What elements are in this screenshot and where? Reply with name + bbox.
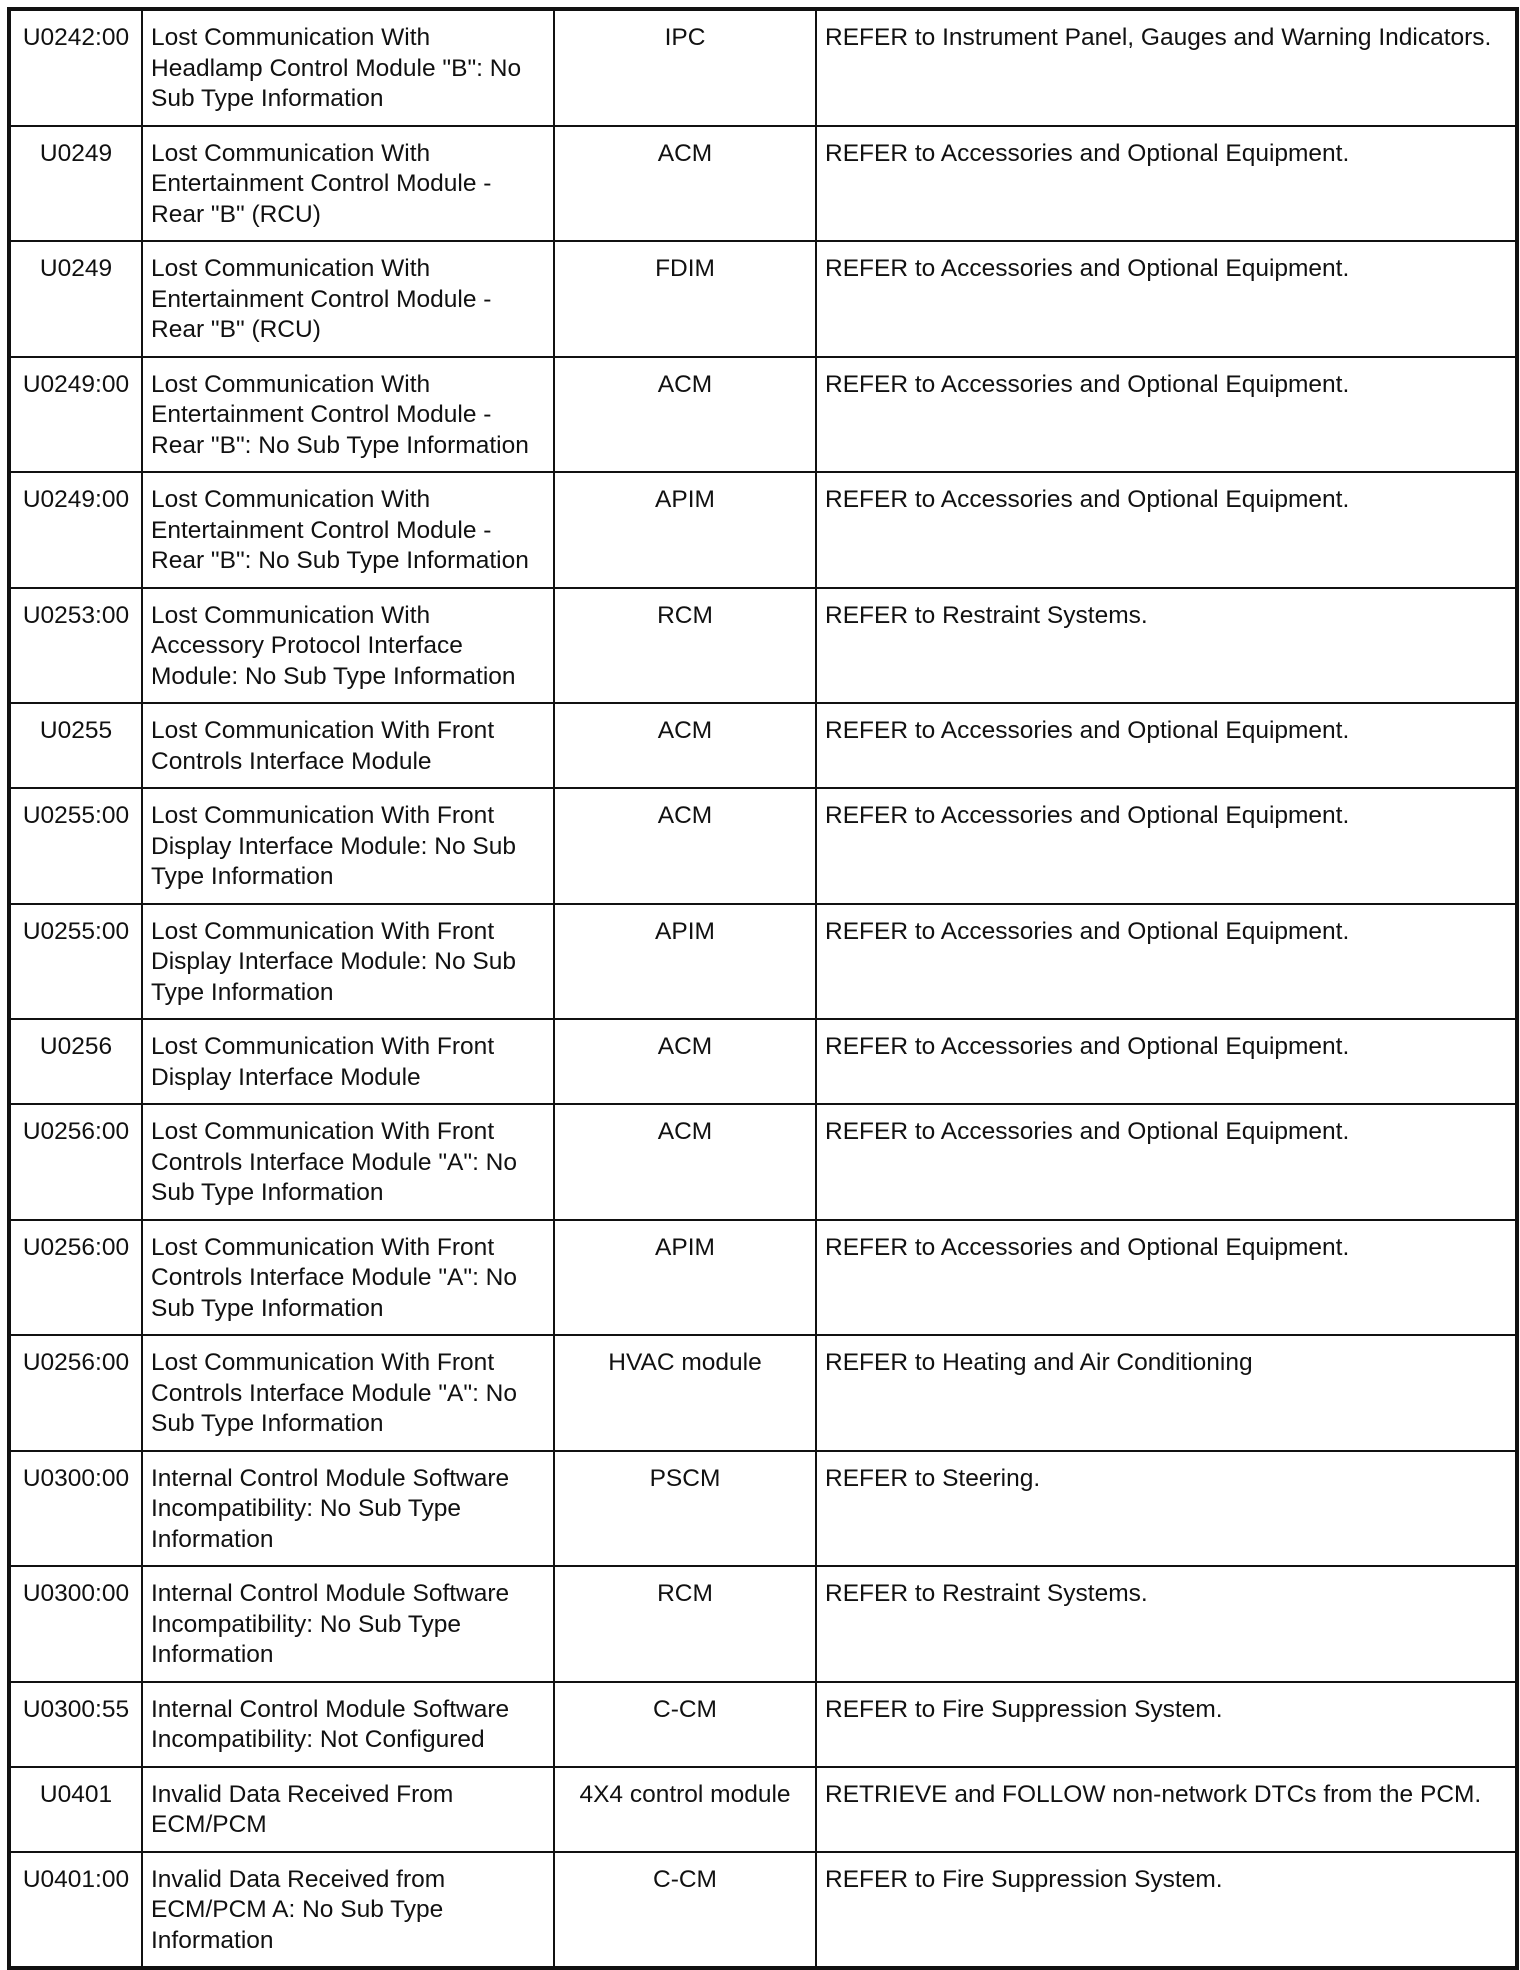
dtc-action: REFER to Accessories and Optional Equipment.	[816, 126, 1517, 242]
dtc-module: IPC	[554, 9, 816, 126]
dtc-module: APIM	[554, 1220, 816, 1336]
dtc-code: U0255:00	[9, 788, 142, 904]
table-row	[9, 1566, 1517, 1682]
dtc-action: REFER to Steering.	[816, 1451, 1517, 1567]
dtc-description: Lost Communication With Front Display Interface Module	[142, 1019, 554, 1104]
table-row	[9, 1451, 1517, 1567]
dtc-code: U0255	[9, 703, 142, 788]
dtc-description: Invalid Data Received from ECM/PCM A: No Sub Type Information	[142, 1852, 554, 1969]
dtc-action: REFER to Restraint Systems.	[816, 1566, 1517, 1682]
dtc-code: U0300:00	[9, 1566, 142, 1682]
table-row	[9, 1767, 1517, 1852]
table-row	[9, 241, 1517, 357]
table-row	[9, 1104, 1517, 1220]
dtc-code: U0401:00	[9, 1852, 142, 1969]
table-row	[9, 904, 1517, 1020]
dtc-description: Lost Communication With Front Display Interface Module: No Sub Type Information	[142, 904, 554, 1020]
table-row	[9, 1019, 1517, 1104]
dtc-description: Lost Communication With Entertainment Control Module - Rear "B": No Sub Type Information	[142, 357, 554, 473]
dtc-description: Lost Communication With Front Controls Interface Module "A": No Sub Type Information	[142, 1335, 554, 1451]
dtc-module: APIM	[554, 472, 816, 588]
dtc-module: PSCM	[554, 1451, 816, 1567]
table-row	[9, 1682, 1517, 1767]
dtc-action: REFER to Accessories and Optional Equipment.	[816, 1019, 1517, 1104]
table-row	[9, 357, 1517, 473]
dtc-action: REFER to Fire Suppression System.	[816, 1852, 1517, 1969]
dtc-description: Lost Communication With Accessory Protocol Interface Module: No Sub Type Information	[142, 588, 554, 704]
table-row	[9, 788, 1517, 904]
dtc-description: Lost Communication With Front Controls Interface Module	[142, 703, 554, 788]
dtc-module: ACM	[554, 1104, 816, 1220]
dtc-code: U0242:00	[9, 9, 142, 126]
dtc-action: REFER to Accessories and Optional Equipment.	[816, 241, 1517, 357]
dtc-code: U0256	[9, 1019, 142, 1104]
dtc-code: U0256:00	[9, 1104, 142, 1220]
dtc-description: Internal Control Module Software Incompatibility: No Sub Type Information	[142, 1566, 554, 1682]
dtc-code: U0255:00	[9, 904, 142, 1020]
dtc-table-body	[9, 9, 1517, 1968]
dtc-module: HVAC module	[554, 1335, 816, 1451]
dtc-action: REFER to Accessories and Optional Equipment.	[816, 703, 1517, 788]
dtc-module: ACM	[554, 1019, 816, 1104]
dtc-module: ACM	[554, 357, 816, 473]
table-row	[9, 1220, 1517, 1336]
dtc-module: C-CM	[554, 1852, 816, 1969]
dtc-action: REFER to Accessories and Optional Equipment.	[816, 1104, 1517, 1220]
dtc-table	[7, 7, 1519, 1970]
table-row	[9, 1852, 1517, 1969]
dtc-action: REFER to Accessories and Optional Equipment.	[816, 472, 1517, 588]
dtc-code: U0300:00	[9, 1451, 142, 1567]
dtc-module: ACM	[554, 703, 816, 788]
dtc-action: REFER to Accessories and Optional Equipment.	[816, 904, 1517, 1020]
dtc-code: U0256:00	[9, 1335, 142, 1451]
dtc-code: U0249:00	[9, 357, 142, 473]
dtc-module: ACM	[554, 126, 816, 242]
dtc-description: Lost Communication With Entertainment Control Module - Rear "B" (RCU)	[142, 241, 554, 357]
dtc-action: REFER to Heating and Air Conditioning	[816, 1335, 1517, 1451]
dtc-description: Lost Communication With Entertainment Control Module - Rear "B" (RCU)	[142, 126, 554, 242]
dtc-module: ACM	[554, 788, 816, 904]
dtc-code: U0249	[9, 241, 142, 357]
dtc-action: REFER to Accessories and Optional Equipment.	[816, 788, 1517, 904]
dtc-description: Lost Communication With Front Display Interface Module: No Sub Type Information	[142, 788, 554, 904]
dtc-action: REFER to Restraint Systems.	[816, 588, 1517, 704]
dtc-description: Internal Control Module Software Incompatibility: No Sub Type Information	[142, 1451, 554, 1567]
dtc-module: RCM	[554, 1566, 816, 1682]
dtc-code: U0401	[9, 1767, 142, 1852]
dtc-action: REFER to Accessories and Optional Equipment.	[816, 357, 1517, 473]
dtc-description: Lost Communication With Entertainment Control Module - Rear "B": No Sub Type Information	[142, 472, 554, 588]
dtc-module: RCM	[554, 588, 816, 704]
dtc-module: FDIM	[554, 241, 816, 357]
dtc-action: RETRIEVE and FOLLOW non-network DTCs from the PCM.	[816, 1767, 1517, 1852]
dtc-module: 4X4 control module	[554, 1767, 816, 1852]
dtc-description: Invalid Data Received From ECM/PCM	[142, 1767, 554, 1852]
table-row	[9, 126, 1517, 242]
dtc-code: U0300:55	[9, 1682, 142, 1767]
dtc-action: REFER to Fire Suppression System.	[816, 1682, 1517, 1767]
dtc-code: U0253:00	[9, 588, 142, 704]
table-row	[9, 472, 1517, 588]
dtc-code: U0256:00	[9, 1220, 142, 1336]
dtc-description: Internal Control Module Software Incompatibility: Not Configured	[142, 1682, 554, 1767]
dtc-description: Lost Communication With Headlamp Control Module "B": No Sub Type Information	[142, 9, 554, 126]
table-row	[9, 703, 1517, 788]
dtc-code: U0249:00	[9, 472, 142, 588]
dtc-action: REFER to Accessories and Optional Equipment.	[816, 1220, 1517, 1336]
table-row	[9, 9, 1517, 126]
dtc-action: REFER to Instrument Panel, Gauges and Warning Indicators.	[816, 9, 1517, 126]
table-row	[9, 588, 1517, 704]
dtc-code: U0249	[9, 126, 142, 242]
table-row	[9, 1335, 1517, 1451]
dtc-description: Lost Communication With Front Controls Interface Module "A": No Sub Type Information	[142, 1220, 554, 1336]
dtc-module: APIM	[554, 904, 816, 1020]
dtc-module: C-CM	[554, 1682, 816, 1767]
dtc-description: Lost Communication With Front Controls Interface Module "A": No Sub Type Information	[142, 1104, 554, 1220]
